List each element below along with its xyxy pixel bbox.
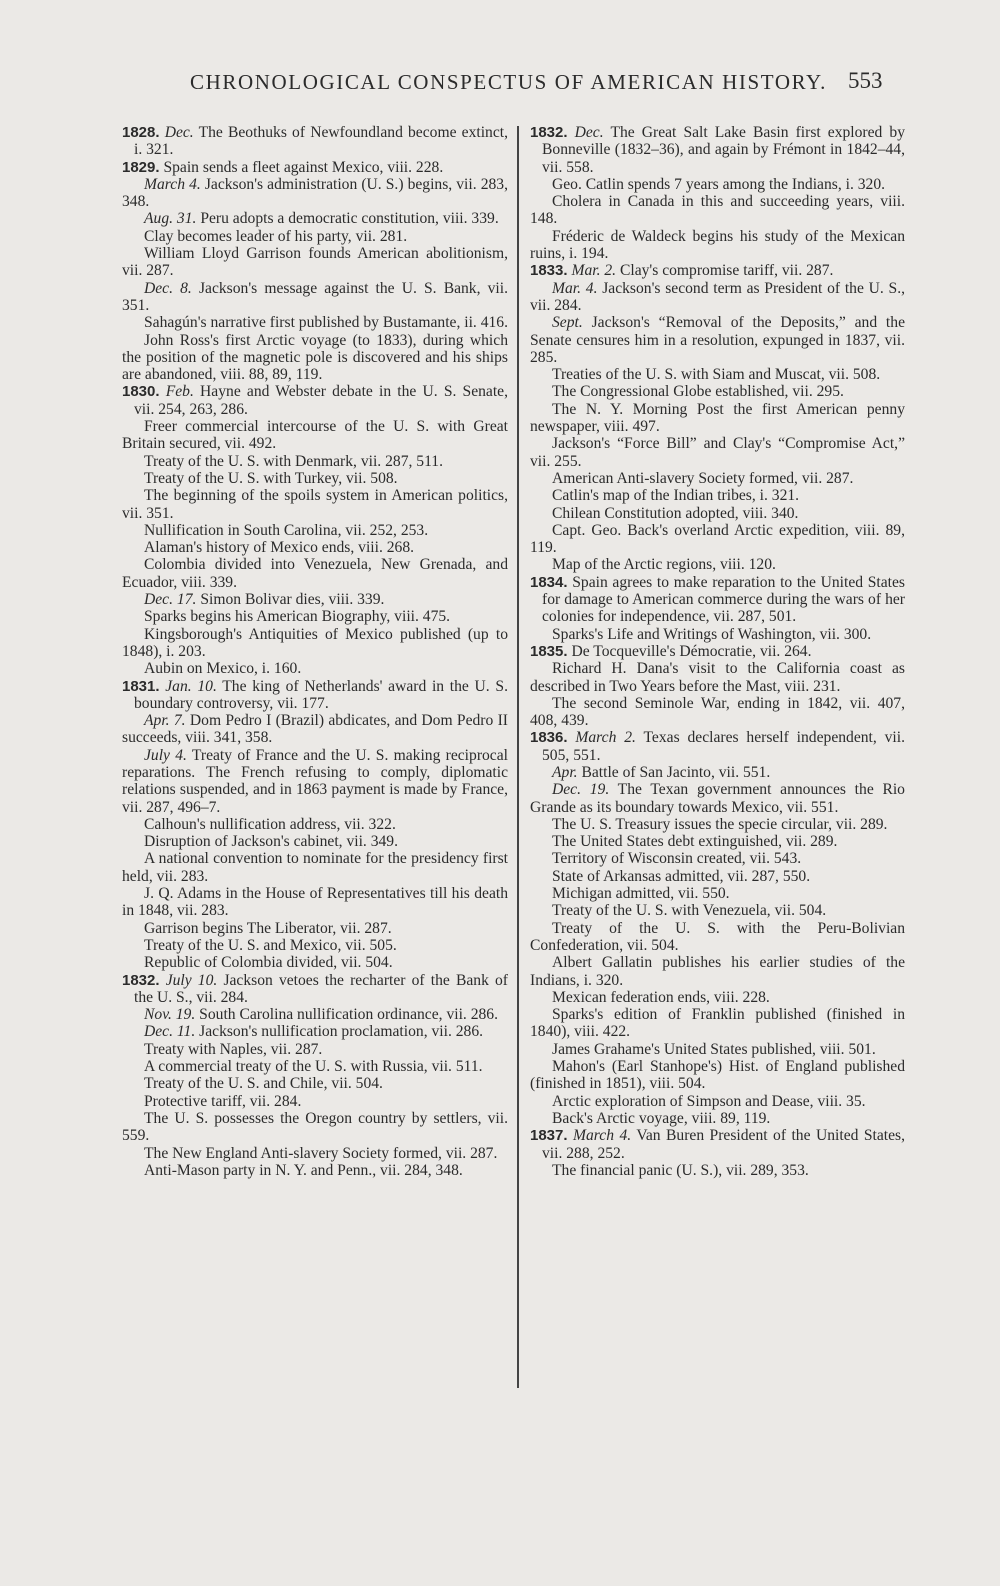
- entry-year: 1833.: [530, 262, 568, 280]
- chronology-entry: [122, 591, 508, 608]
- chronology-entry: [122, 280, 508, 315]
- chronology-entry: [530, 470, 905, 487]
- entry-text: Mahon's (Earl Stanhope's) Hist. of England published (finished in 1851), viii. 504.: [530, 1058, 905, 1093]
- chronology-entry: [530, 366, 905, 383]
- chronology-entry: [530, 954, 905, 989]
- chronology-entry: [530, 193, 905, 228]
- entry-text: Peru adopts a democratic constitution, viii. 339.: [200, 210, 499, 228]
- entry-text: Clay's compromise tariff, vii. 287.: [619, 262, 834, 280]
- running-header: [0, 70, 1000, 110]
- chronology-entry: [122, 1093, 508, 1110]
- chronology-entry: [122, 972, 508, 1007]
- entry-text: American Anti-slavery Society formed, vii. 287.: [552, 469, 854, 487]
- entry-text: Sparks's edition of Franklin published (finished in 1840), viii. 422.: [530, 1006, 905, 1041]
- chronology-entry: [122, 228, 508, 245]
- left-column: [122, 124, 508, 1179]
- chronology-entry: [530, 487, 905, 504]
- entry-year: 1835.: [530, 642, 568, 660]
- chronology-entry: [122, 1006, 508, 1023]
- chronology-entry: [122, 885, 508, 920]
- entry-text: Clay becomes leader of his party, vii. 281.: [144, 227, 408, 245]
- entry-text: Mexican federation ends, viii. 228.: [552, 988, 770, 1006]
- entry-text: Hayne and Webster debate in the U. S. Senate, vii. 254, 263, 286.: [134, 383, 509, 418]
- entry-text: James Grahame's United States published, viii. 501.: [552, 1040, 876, 1058]
- chronology-entry: [122, 833, 508, 850]
- entry-text: Jackson's second term as President of the U. S., vii. 284.: [530, 279, 905, 314]
- entry-text: Treaty of the U. S. with the Peru-Bolivian Confederation, vii. 504.: [530, 919, 905, 954]
- entry-date: Dec. 17.: [144, 591, 197, 609]
- entry-year: 1836.: [530, 729, 568, 747]
- chronology-entry: [530, 1041, 905, 1058]
- entry-year: 1830.: [122, 383, 160, 401]
- entry-text: The N. Y. Morning Post the first American penny newspaper, viii. 497.: [530, 400, 905, 436]
- chronology-entry: [530, 764, 905, 781]
- chronology-entry: [530, 1162, 905, 1179]
- page-number: 553: [848, 68, 883, 93]
- chronology-entry: [530, 262, 905, 279]
- entry-text: Calhoun's nullification address, vii. 322.: [144, 815, 396, 833]
- chronology-entry: [122, 418, 508, 453]
- entry-date: Jan. 10.: [165, 677, 217, 695]
- entry-text: Jackson's “Force Bill” and Clay's “Compromise Act,” vii. 255.: [530, 435, 905, 470]
- entry-text: John Ross's first Arctic voyage (to 1833), during which the position of the magnetic pole is discovered and his ships are abandoned, viii. 88, 89, 119.: [122, 331, 508, 384]
- entry-text: Treaty of the U. S. with Turkey, vii. 508.: [144, 469, 398, 487]
- entry-text: Back's Arctic voyage, viii. 89, 119.: [552, 1109, 771, 1127]
- entry-text: Anti-Mason party in N. Y. and Penn., vii. 284, 348.: [144, 1161, 463, 1179]
- chronology-entry: [122, 1110, 508, 1145]
- entry-text: The New England Anti-slavery Society formed, vii. 287.: [144, 1144, 498, 1162]
- chronology-entry: [122, 1145, 508, 1162]
- entry-text: The financial panic (U. S.), vii. 289, 353.: [552, 1161, 809, 1179]
- entry-text: The U. S. possesses the Oregon country by settlers, vii. 559.: [122, 1109, 508, 1145]
- entry-date: Mar. 2.: [571, 262, 617, 280]
- chronology-entry: [530, 781, 905, 816]
- chronology-entry: [530, 124, 905, 176]
- entry-year: 1832.: [122, 971, 160, 989]
- chronology-entry: [122, 383, 508, 418]
- chronology-entry: [122, 159, 508, 176]
- chronology-entry: [122, 920, 508, 937]
- entry-text: Battle of San Jacinto, vii. 551.: [581, 763, 771, 781]
- entry-text: Garrison begins The Liberator, vii. 287.: [144, 919, 392, 937]
- entry-text: Disruption of Jackson's cabinet, vii. 349.: [144, 833, 399, 851]
- chronology-entry: [530, 920, 905, 955]
- entry-date: Dec. 8.: [144, 279, 192, 297]
- entry-text: Catlin's map of the Indian tribes, i. 321.: [552, 487, 800, 505]
- chronology-entry: [530, 522, 905, 557]
- chronology-entry: [530, 902, 905, 919]
- chronology-entry: [122, 1023, 508, 1040]
- entry-text: Treaty of the U. S. with Venezuela, vii. 504.: [552, 902, 827, 920]
- page-title: CHRONOLOGICAL CONSPECTUS OF AMERICAN HISTORY.: [190, 70, 827, 94]
- entry-text: Territory of Wisconsin created, vii. 543.: [552, 850, 802, 868]
- chronology-entry: [122, 1041, 508, 1058]
- entry-date: July 4.: [144, 746, 187, 764]
- chronology-entry: [122, 124, 508, 159]
- entry-text: The king of Netherlands' award in the U. S. boundary controversy, vii. 177.: [134, 677, 508, 712]
- entry-text: Geo. Catlin spends 7 years among the Indians, i. 320.: [552, 175, 886, 193]
- chronology-entry: [122, 314, 508, 331]
- chronology-entry: [530, 816, 905, 833]
- entry-text: Spain agrees to make reparation to the United States for damage to American commerce during the wars of her colonies for independence, vii. 287, 501.: [542, 573, 905, 626]
- entry-text: Treaty of the U. S. and Chile, vii. 504.: [144, 1075, 383, 1093]
- chronology-entry: [122, 487, 508, 522]
- entry-text: The Texan government announces the Rio Grande as its boundary towards Mexico, vii. 551.: [530, 781, 905, 816]
- chronology-entry: [530, 626, 905, 643]
- entry-text: Texas declares herself independent, vii. 505, 551.: [542, 729, 905, 764]
- entry-text: Richard H. Dana's visit to the California coast as described in Two Years before the Mast, viii. 231.: [530, 660, 905, 695]
- entry-text: Sparks begins his American Biography, viii. 475.: [144, 608, 451, 626]
- entry-text: The Great Salt Lake Basin first explored by Bonneville (1832–36), and again by Frémont in 1842–44, vii. 558.: [542, 124, 906, 176]
- chronology-entry: [122, 245, 508, 280]
- entry-year: 1828.: [122, 124, 160, 141]
- entry-year: 1837.: [530, 1127, 568, 1145]
- entry-text: Treaty of France and the U. S. making reciprocal reparations. The French refusing to comply, diplomatic relations suspended, and in 1863 payment is made by France, vii. 287, 496–7.: [122, 746, 508, 816]
- chronology-entry: [122, 1162, 508, 1179]
- entry-text: Nullification in South Carolina, vii. 252, 253.: [144, 521, 429, 539]
- entry-text: A national convention to nominate for the presidency first held, vii. 283.: [122, 850, 508, 885]
- entry-text: The Beothuks of Newfoundland become extinct, i. 321.: [134, 124, 508, 159]
- chronology-entry: [122, 1058, 508, 1075]
- entry-year: 1832.: [530, 124, 568, 141]
- entry-text: Michigan admitted, vii. 550.: [552, 885, 730, 903]
- entry-text: Sahagún's narrative first published by Bustamante, ii. 416.: [144, 314, 509, 332]
- entry-date: July 10.: [165, 971, 218, 989]
- entry-date: Dec. 11.: [144, 1023, 196, 1041]
- chronology-entry: [530, 435, 905, 470]
- entry-text: Albert Gallatin publishes his earlier studies of the Indians, i. 320.: [530, 954, 905, 989]
- chronology-entry: [530, 383, 905, 400]
- chronology-entry: [122, 937, 508, 954]
- chronology-entry: [530, 1110, 905, 1127]
- chronology-entry: [530, 401, 905, 436]
- entry-date: Sept.: [552, 314, 583, 332]
- chronology-entry: [530, 314, 905, 366]
- chronology-entry: [122, 660, 508, 677]
- chronology-entry: [530, 695, 905, 730]
- entry-date: Nov. 19.: [144, 1006, 196, 1024]
- chronology-entry: [530, 1058, 905, 1093]
- entry-text: Spain sends a fleet against Mexico, viii. 228.: [163, 158, 444, 176]
- entry-date: Dec.: [574, 124, 604, 141]
- entry-text: The United States debt extinguished, vii. 289.: [552, 833, 838, 851]
- entry-text: Treaty of the U. S. with Denmark, vii. 287, 511.: [144, 452, 443, 470]
- chronology-entry: [530, 850, 905, 867]
- right-column: [530, 124, 905, 1179]
- entry-text: Arctic exploration of Simpson and Dease, viii. 35.: [552, 1092, 866, 1110]
- entry-text: Simon Bolivar dies, viii. 339.: [200, 591, 385, 609]
- chronology-entry: [122, 522, 508, 539]
- entry-date: March 4.: [144, 175, 201, 193]
- chronology-entry: [530, 868, 905, 885]
- chronology-entry: [122, 608, 508, 625]
- chronology-entry: [122, 1075, 508, 1092]
- chronology-entry: [122, 678, 508, 713]
- entry-date: Feb.: [165, 383, 194, 401]
- chronology-entry: [122, 712, 508, 747]
- chronology-entry: [530, 729, 905, 764]
- chronology-entry: [530, 556, 905, 573]
- chronology-entry: [530, 228, 905, 263]
- chronology-entry: [530, 505, 905, 522]
- entry-text: Alaman's history of Mexico ends, viii. 268.: [144, 539, 415, 557]
- chronology-entry: [122, 453, 508, 470]
- entry-date: Aug. 31.: [144, 210, 197, 228]
- chronology-entry: [530, 574, 905, 626]
- entry-text: Republic of Colombia divided, vii. 504.: [144, 954, 393, 972]
- entry-text: Jackson vetoes the recharter of the Bank of the U. S., vii. 284.: [134, 971, 508, 1006]
- entry-text: Chilean Constitution adopted, viii. 340.: [552, 504, 799, 522]
- chronology-entry: [530, 833, 905, 850]
- entry-year: 1834.: [530, 573, 568, 591]
- entry-text: William Lloyd Garrison founds American abolitionism, vii. 287.: [122, 245, 508, 280]
- entry-text: Kingsborough's Antiquities of Mexico published (up to 1848), i. 203.: [122, 625, 508, 660]
- chronology-entry: [530, 660, 905, 695]
- entry-text: The Congressional Globe established, vii. 295.: [552, 383, 844, 401]
- chronology-entry: [530, 280, 905, 315]
- chronology-entry: [530, 1006, 905, 1041]
- entry-date: Dec. 19.: [552, 781, 610, 799]
- entry-text: Fréderic de Waldeck begins his study of the Mexican ruins, i. 194.: [530, 227, 905, 263]
- entry-date: Dec.: [164, 124, 194, 141]
- entry-text: The U. S. Treasury issues the specie circular, vii. 289.: [552, 815, 888, 833]
- chronology-entry: [122, 626, 508, 661]
- entry-text: Treaties of the U. S. with Siam and Muscat, vii. 508.: [552, 366, 881, 384]
- entry-year: 1831.: [122, 677, 160, 695]
- entry-text: The beginning of the spoils system in American politics, vii. 351.: [122, 487, 508, 522]
- entry-date: March 4.: [573, 1127, 632, 1145]
- entry-text: Capt. Geo. Back's overland Arctic expedition, viii. 89, 119.: [530, 521, 905, 557]
- entry-text: Van Buren President of the United States, vii. 288, 252.: [542, 1127, 905, 1162]
- entry-text: Dom Pedro I (Brazil) abdicates, and Dom Pedro II succeeds, viii. 341, 358.: [122, 712, 508, 747]
- chronology-entry: [122, 470, 508, 487]
- entry-text: Colombia divided into Venezuela, New Grenada, and Ecuador, viii. 339.: [122, 556, 508, 591]
- entry-text: Treaty with Naples, vii. 287.: [144, 1040, 323, 1058]
- chronology-entry: [122, 556, 508, 591]
- column-divider: [517, 126, 519, 1388]
- chronology-entry: [122, 539, 508, 556]
- entry-text: J. Q. Adams in the House of Representatives till his death in 1848, vii. 283.: [122, 885, 508, 920]
- chronology-entry: [122, 954, 508, 971]
- entry-text: Treaty of the U. S. and Mexico, vii. 505.: [144, 936, 397, 954]
- chronology-entry: [122, 816, 508, 833]
- entry-text: Map of the Arctic regions, viii. 120.: [552, 556, 776, 574]
- entry-text: Jackson's nullification proclamation, vii. 286.: [199, 1023, 484, 1041]
- entry-text: Freer commercial intercourse of the U. S. with Great Britain secured, vii. 492.: [122, 418, 508, 453]
- entry-date: March 2.: [575, 729, 636, 747]
- entry-text: Cholera in Canada in this and succeeding years, viii. 148.: [530, 193, 905, 228]
- chronology-entry: [530, 885, 905, 902]
- entry-date: Apr. 7.: [144, 712, 186, 730]
- chronology-entry: [122, 176, 508, 211]
- entry-text: A commercial treaty of the U. S. with Russia, vii. 511.: [144, 1058, 483, 1076]
- entry-text: Protective tariff, vii. 284.: [144, 1092, 302, 1110]
- entry-text: Jackson's “Removal of the Deposits,” and the Senate censures him in a resolution, expunged in 1837, vii. 285.: [530, 314, 905, 366]
- chronology-entry: [530, 1127, 905, 1162]
- entry-year: 1829.: [122, 158, 160, 176]
- chronology-entry: [530, 989, 905, 1006]
- entry-text: Jackson's administration (U. S.) begins, vii. 283, 348.: [122, 175, 508, 211]
- chronology-entry: [530, 176, 905, 193]
- entry-date: Mar. 4.: [552, 279, 598, 297]
- entry-date: Apr.: [552, 763, 578, 781]
- entry-text: De Tocqueville's Démocratie, vii. 264.: [571, 642, 812, 660]
- chronology-entry: [122, 210, 508, 227]
- entry-text: State of Arkansas admitted, vii. 287, 550.: [552, 867, 811, 885]
- chronology-entry: [530, 643, 905, 660]
- entry-text: Aubin on Mexico, i. 160.: [144, 660, 302, 678]
- chronology-entry: [122, 332, 508, 384]
- entry-text: Sparks's Life and Writings of Washington, vii. 300.: [552, 625, 872, 643]
- chronology-entry: [122, 850, 508, 885]
- entry-text: South Carolina nullification ordinance, vii. 286.: [199, 1006, 498, 1024]
- entry-text: Jackson's message against the U. S. Bank, vii. 351.: [122, 279, 508, 314]
- chronology-entry: [530, 1093, 905, 1110]
- chronology-entry: [122, 747, 508, 816]
- entry-text: The second Seminole War, ending in 1842, vii. 407, 408, 439.: [530, 694, 905, 730]
